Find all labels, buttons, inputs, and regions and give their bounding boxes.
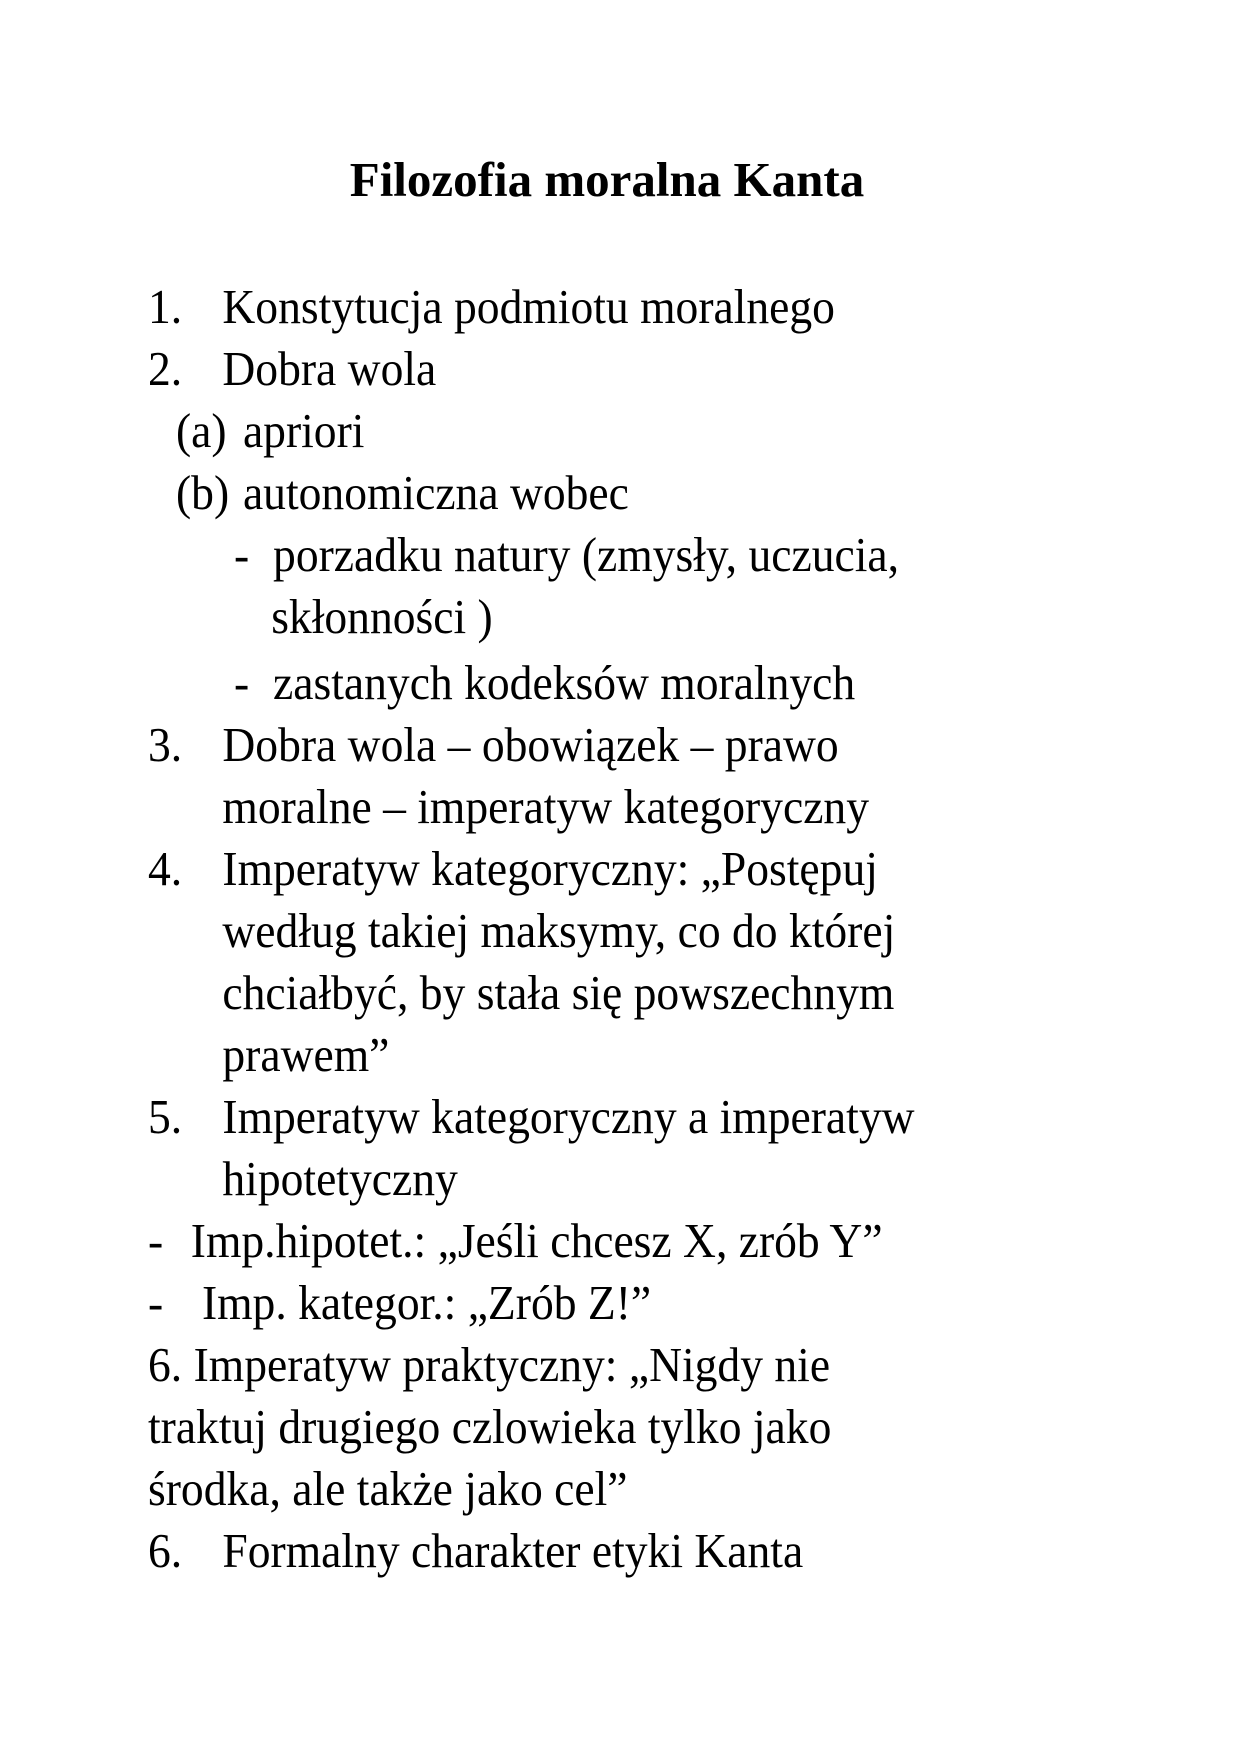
list-marker: 5. (148, 1089, 183, 1144)
list-marker: 2. (148, 341, 183, 396)
dash-item-text: skłonności ) (271, 589, 493, 644)
list-item-text: według takiej maksymy, co do której (222, 903, 896, 958)
list-marker: 4. (148, 841, 183, 896)
list-item-text: Dobra wola – obowiązek – prawo (222, 717, 839, 772)
dash-item-text: porzadku natury (zmysły, uczucia, (273, 527, 899, 582)
list-item-text: moralne – imperatyw kategoryczny (222, 779, 869, 834)
list-marker: 6. (148, 1523, 183, 1578)
paragraph-text: 6. Imperatyw praktyczny: „Nigdy nie (148, 1337, 831, 1392)
list-marker: 1. (148, 279, 183, 334)
list-item-text: hipotetyczny (222, 1151, 458, 1206)
dash-marker: - (234, 527, 250, 582)
sub-marker: (b) (176, 465, 230, 520)
paragraph-text: środka, ale także jako cel” (148, 1461, 628, 1516)
list-marker: 3. (148, 717, 183, 772)
dash-item-text: zastanych kodeksów moralnych (273, 655, 856, 710)
sub-marker: (a) (176, 403, 227, 458)
list-item-text: chciałbyć, by stała się powszechnym (222, 965, 895, 1020)
list-item-text: Imperatyw kategoryczny: „Postępuj (222, 841, 878, 896)
dash-item-text: Imp.hipotet.: „Jeśli chcesz X, zrób Y” (190, 1213, 883, 1268)
list-item-text: Dobra wola (222, 341, 437, 396)
paragraph-text: traktuj drugiego czlowieka tylko jako (148, 1399, 832, 1454)
document-title: Filozofia moralna Kanta (349, 152, 865, 207)
sub-item-text: autonomiczna wobec (242, 465, 629, 520)
dash-marker: - (148, 1213, 164, 1268)
list-item-text: prawem” (222, 1027, 390, 1082)
list-item-text: Imperatyw kategoryczny a imperatyw (222, 1089, 915, 1144)
dash-marker: - (148, 1275, 164, 1330)
dash-item-text: Imp. kategor.: „Zrób Z!” (201, 1275, 652, 1330)
dash-marker: - (234, 655, 250, 710)
list-item-text: Formalny charakter etyki Kanta (222, 1523, 804, 1578)
sub-item-text: apriori (242, 403, 365, 458)
list-item-text: Konstytucja podmiotu moralnego (222, 279, 835, 334)
